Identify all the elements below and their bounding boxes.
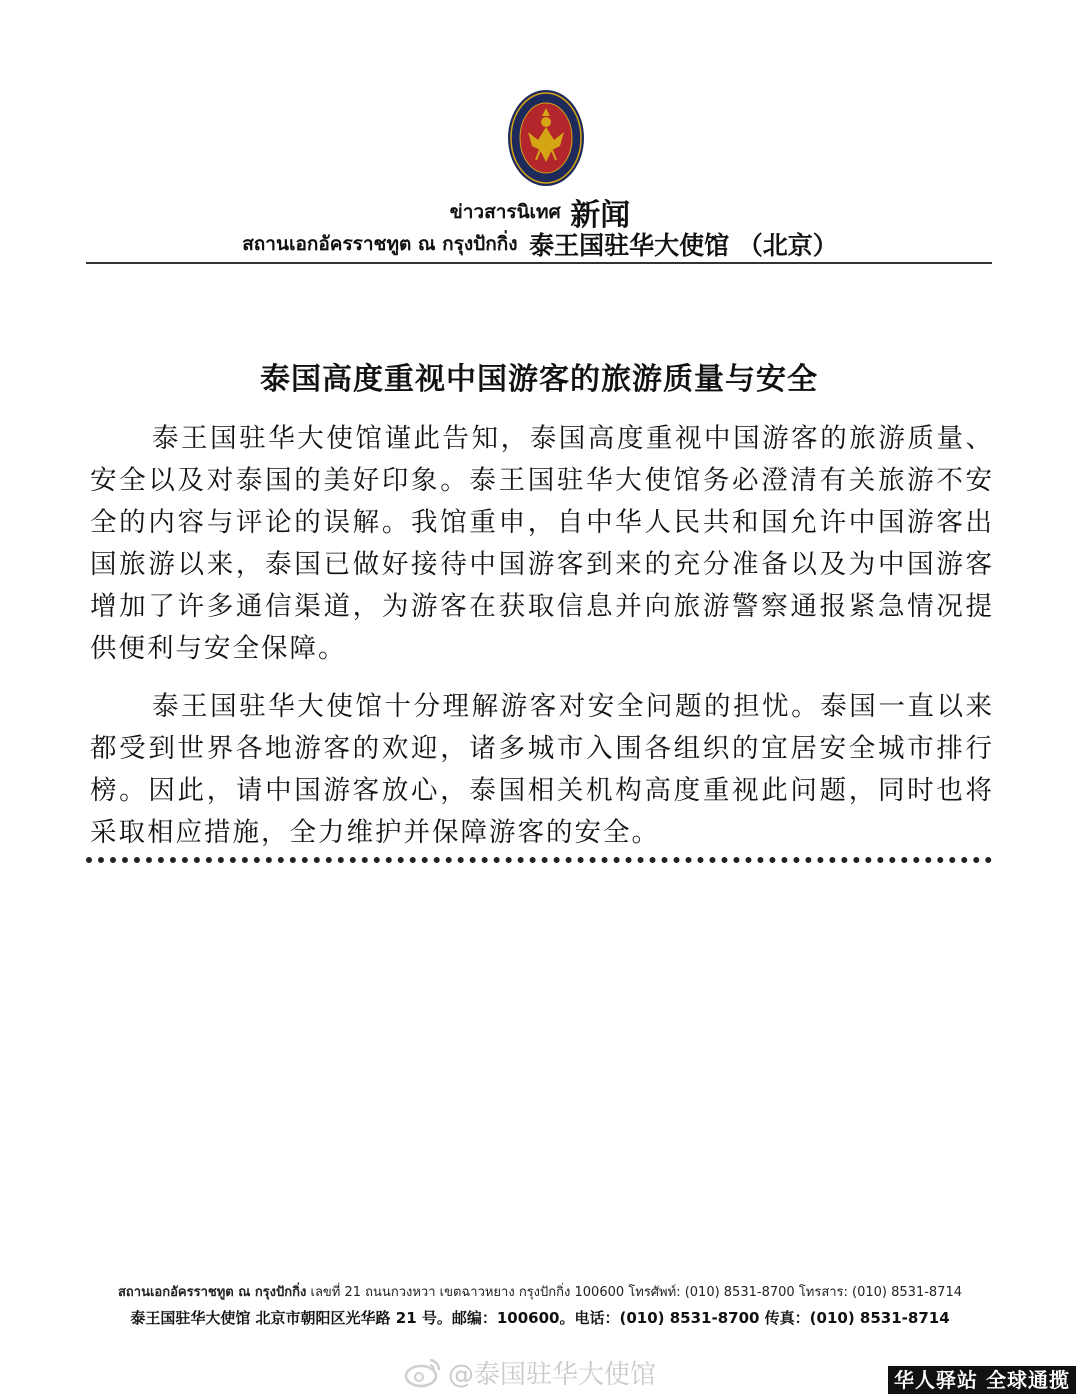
header-divider [86,262,992,264]
body-paragraph-2: 泰王国驻华大使馆十分理解游客对安全问题的担忧。泰国一直以来都受到世界各地游客的欢迎，诸多城市入围各组织的宜居安全城市排行榜。因此，请中国游客放心，泰国相关机构高度重视此问题，同时也将采取相应措施，全力维护并保障游客的安全。 [90,691,994,848]
weibo-watermark [404,1352,656,1392]
emblem-svg [506,88,586,188]
footer-cn-address: 泰王国驻华大使馆 北京市朝阳区光华路 21 号。邮编：100600。电话：(010) 8531-8700 传真：(010) 8531-8714 [130,1309,950,1327]
site-badge: 华人驿站 全球通揽 [888,1366,1076,1394]
footer-thai-address-text: เลขที่ 21 ถนนกวงหวา เขตฉาวหยาง กรุงปักกิ่ง 100600 โทรศัพท์: (010) 8531-8700 โทรสาร: (010) 8531-8714 [310,1285,962,1300]
header-cn-news: 新闻 [570,198,631,233]
footer-thai-address [0,1281,1080,1302]
header-cn-embassy: 泰王国驻华大使馆 （北京） [529,231,838,260]
header-embassy-line [0,226,1080,262]
weibo-handle: @泰国驻华大使馆 [448,1359,657,1390]
dotted-divider [86,857,992,863]
body-paragraph-1: 泰王国驻华大使馆谨此告知，泰国高度重视中国游客的旅游质量、安全以及对泰国的美好印象。泰王国驻华大使馆务必澄清有关旅游不安全的内容与评论的误解。我馆重申，自中华人民共和国允许中国游客出国旅游以来，泰国已做好接待中国游客到来的充分准备以及为中国游客增加了许多通信渠道，为游客在获取信息并向旅游警察通报紧急情况提供便利与安全保障。 [90,423,994,664]
footer-thai-name: สถานเอกอัครราชทูต ณ กรุงปักกิ่ง [117,1285,307,1300]
embassy-emblem-icon [506,88,586,188]
header-thai-embassy: สถานเอกอัครราชทูต ณ กรุงปักกิ่ง [242,233,518,255]
header-thai-news: ข่าวสารนิเทศ [449,201,561,223]
document-title: 泰国高度重视中国游客的旅游质量与安全 [260,362,818,397]
weibo-icon [404,1356,442,1388]
